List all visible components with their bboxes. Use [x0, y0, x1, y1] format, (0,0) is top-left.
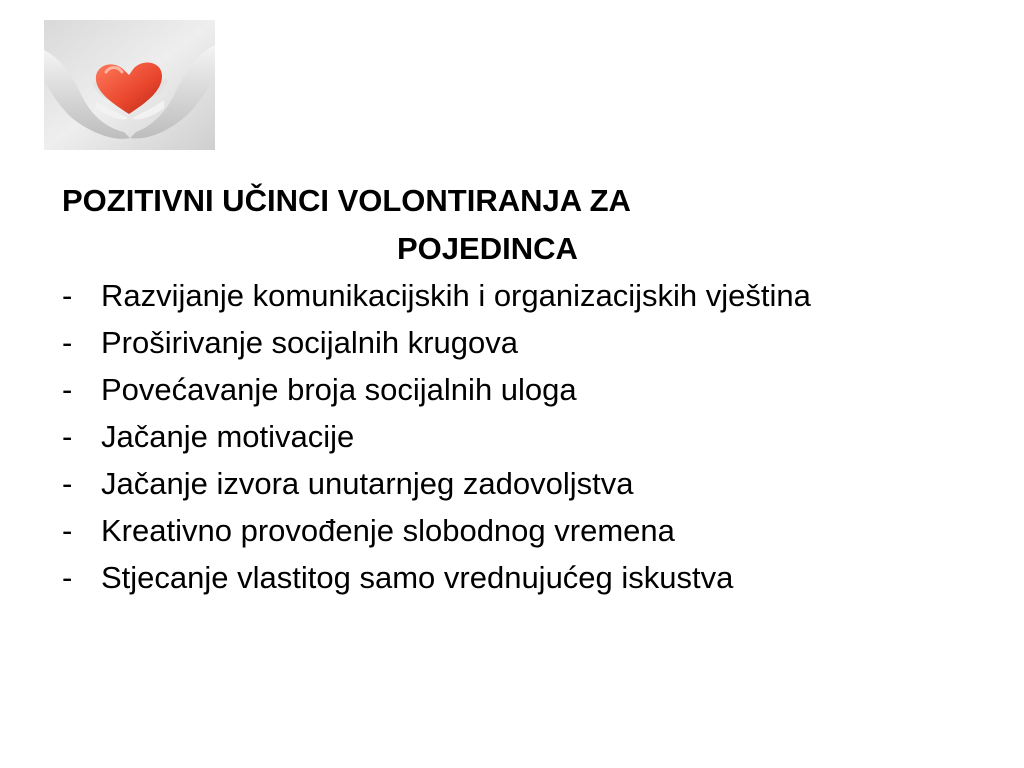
bullet-dash: -: [62, 513, 73, 548]
list-item: [62, 419, 962, 454]
list-item-label: Razvijanje komunikacijskih i organizacijskih vještina: [101, 278, 811, 313]
list-item: [62, 560, 962, 595]
list-item: [62, 466, 962, 501]
list-item: [62, 513, 962, 548]
bullet-dash: -: [62, 278, 73, 313]
slide-title-line-2: POJEDINCA: [397, 231, 578, 266]
list-item: [62, 278, 962, 313]
bullet-dash: -: [62, 372, 73, 407]
bullet-dash: -: [62, 419, 73, 454]
hands-holding-heart-icon: [44, 20, 215, 150]
bullet-dash: -: [62, 560, 73, 595]
list-item: [62, 325, 962, 360]
list-item-label: Jačanje izvora unutarnjeg zadovoljstva: [101, 466, 634, 501]
list-item-label: Proširivanje socijalnih krugova: [101, 325, 518, 360]
list-item-label: Kreativno provođenje slobodnog vremena: [101, 513, 675, 548]
bullet-dash: -: [62, 325, 73, 360]
bullet-dash: -: [62, 466, 73, 501]
slide-title: [62, 183, 962, 267]
list-item-label: Jačanje motivacije: [101, 419, 355, 454]
list-item: [62, 372, 962, 407]
benefits-list: [62, 278, 962, 607]
list-item-label: Povećavanje broja socijalnih uloga: [101, 372, 577, 407]
slide-title-line-1: POZITIVNI UČINCI VOLONTIRANJA ZA: [62, 183, 631, 218]
list-item-label: Stjecanje vlastitog samo vrednujućeg iskustva: [101, 560, 734, 595]
